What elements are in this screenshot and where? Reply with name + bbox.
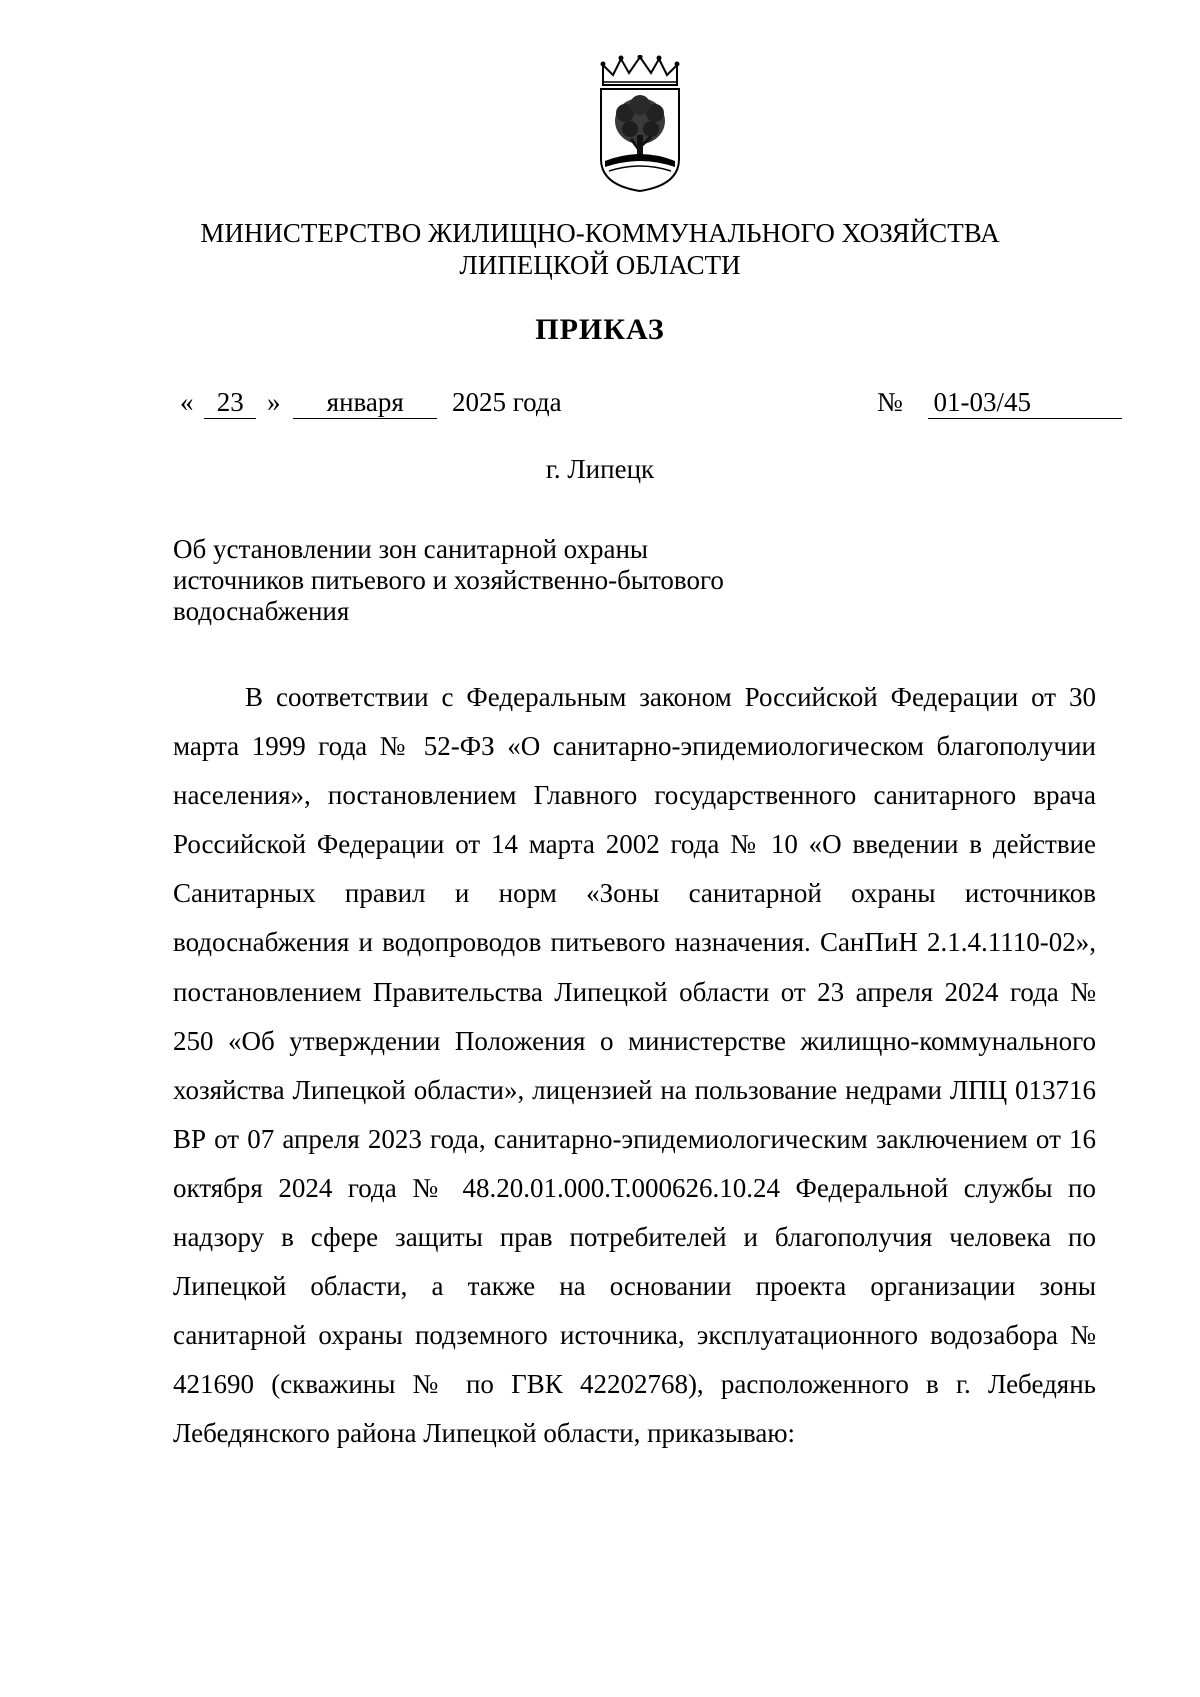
date-quote-close: » [267,387,281,417]
number-sign: № [877,387,903,417]
document-number [877,386,1122,419]
number-value: 01-03/45 [928,386,1122,419]
document-type-title: ПРИКАЗ [535,313,665,346]
date-year: 2025 года [452,387,562,417]
subject-line3: водоснабжения [173,596,350,626]
ministry-name [0,217,1200,281]
body-paragraph: В соответствии с Федеральным законом Российской Федерации от 30 марта 1999 года № 52-ФЗ «О санитарно-эпидемиологическом благополучии населения», постановлением Главного государственного санитарного врача Российской Федерации от 14 марта 2002 года № 10 «О введении в действие Санитарных правил и норм «Зоны санитарной охраны источников водоснабжения и водопроводов питьевого назначения. СанПиН 2.1.4.1110-02», постановлением Правительства Липецкой области от 23 апреля 2024 года № 250 «Об утверждении Положения о министерстве жилищно-коммунального хозяйства Липецкой области», лицензией на пользование недрами ЛПЦ 013716 ВР от 07 апреля 2023 года, санитарно-эпидемиологическим заключением от 16 октября 2024 года № 48.20.01.000.Т.000626.10.24 Федеральной службы по надзору в сфере защиты прав потребителей и благополучия человека по Липецкой области, а также на основании проекта организации зоны санитарной охраны подземного источника, эксплуатационного водозабора № 421690 (скважины № по ГВК 42202768), расположенного в г. Лебедянь Лебедянского района Липецкой области, приказываю: [173,682,1096,1449]
ministry-name-line1: МИНИСТЕРСТВО ЖИЛИЩНО-КОММУНАЛЬНОГО ХОЗЯЙСТВА [200,218,1000,248]
subject-line1: Об установлении зон санитарной охраны [173,534,649,564]
ministry-name-line2: ЛИПЕЦКОЙ ОБЛАСТИ [459,250,741,280]
subject-line2: источников питьевого и хозяйственно-бытового [173,565,724,595]
document-city: г. Липецк [545,454,655,484]
document-subject [173,534,813,627]
document-date [180,386,562,419]
date-month: января [293,386,437,419]
date-day: 23 [204,386,256,419]
date-quote-open: « [180,387,194,417]
lipetsk-coat-of-arms-icon [597,55,683,195]
